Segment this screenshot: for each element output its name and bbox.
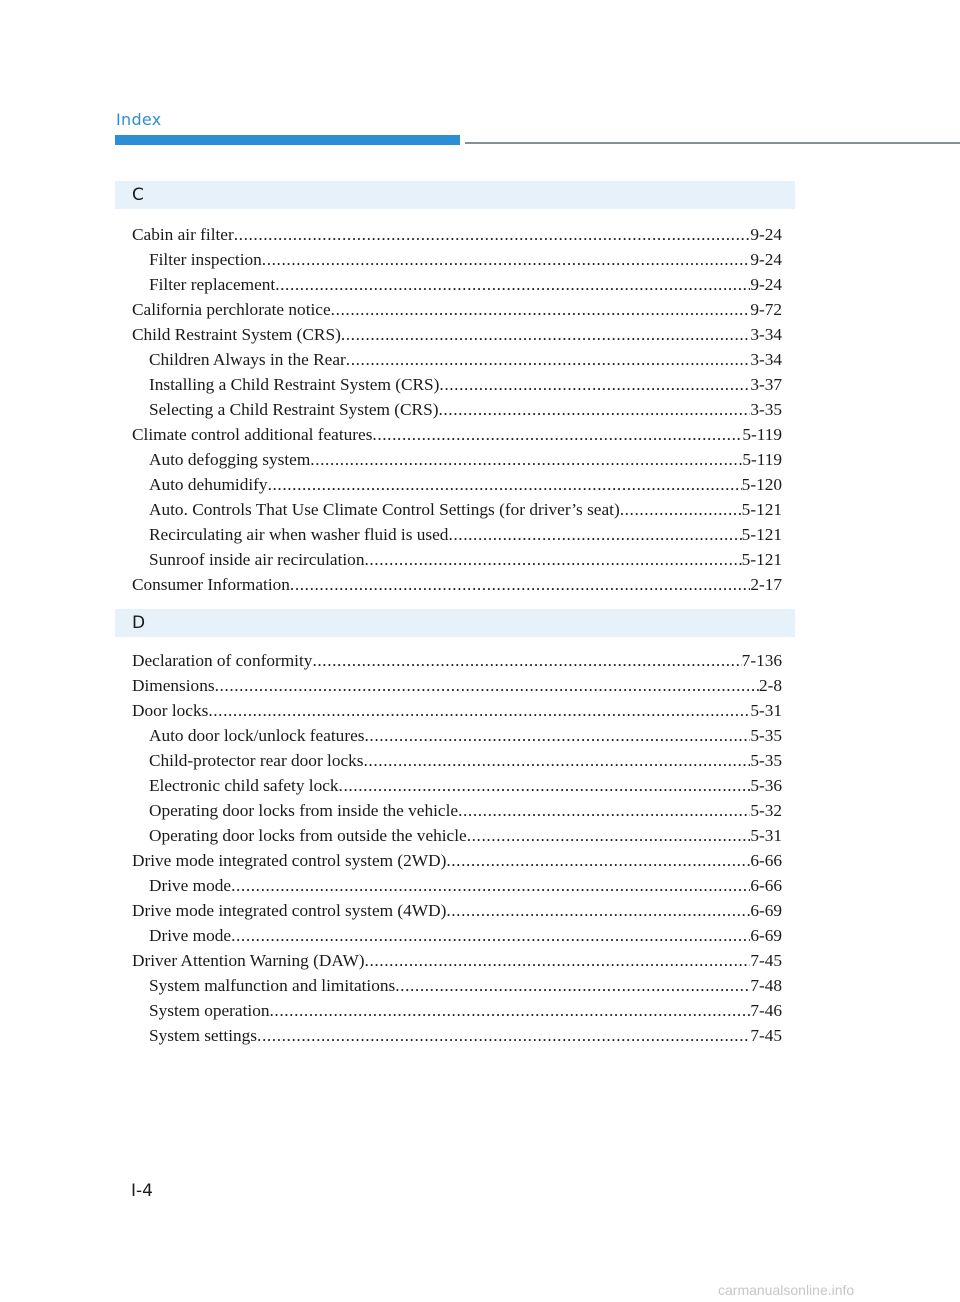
dot-leader bbox=[231, 873, 750, 898]
dot-leader bbox=[458, 798, 750, 823]
dot-leader bbox=[620, 497, 742, 522]
index-entry bbox=[132, 948, 782, 973]
index-entry bbox=[132, 898, 782, 923]
entry-page: 7-45 bbox=[750, 951, 782, 970]
entry-text: Sunroof inside air recirculation bbox=[149, 550, 365, 569]
entry-text: Recirculating air when washer fluid is used bbox=[149, 525, 449, 544]
entry-text: California perchlorate notice bbox=[132, 300, 331, 319]
entry-text: Children Always in the Rear bbox=[149, 350, 346, 369]
entry-page: 3-35 bbox=[750, 400, 782, 419]
entry-text: Operating door locks from inside the vehicle bbox=[149, 801, 459, 820]
entry-text: Selecting a Child Restraint System (CRS) bbox=[149, 400, 439, 419]
dot-leader bbox=[331, 297, 751, 322]
dot-leader bbox=[234, 222, 751, 247]
entry-text: Driver Attention Warning (DAW) bbox=[132, 951, 365, 970]
entry-text: Drive mode integrated control system (4WD) bbox=[132, 901, 447, 920]
entry-page: 7-136 bbox=[741, 651, 782, 670]
dot-leader bbox=[364, 748, 751, 773]
index-entry bbox=[132, 648, 782, 673]
index-entry bbox=[132, 322, 782, 347]
entry-page: 9-72 bbox=[750, 300, 782, 319]
dot-leader bbox=[446, 898, 750, 923]
entry-page: 5-31 bbox=[750, 826, 782, 845]
entry-text: System malfunction and limitations bbox=[149, 976, 396, 995]
entry-text: Dimensions bbox=[132, 676, 215, 695]
entry-page: 3-34 bbox=[750, 350, 782, 369]
entry-text: Declaration of conformity bbox=[132, 651, 313, 670]
entry-text: Drive mode bbox=[149, 876, 232, 895]
dot-leader bbox=[275, 272, 750, 297]
entry-text: Child Restraint System (CRS) bbox=[132, 325, 341, 344]
entry-page: 7-45 bbox=[750, 1026, 782, 1045]
section-header-d bbox=[115, 609, 795, 637]
section-letter: D bbox=[132, 613, 146, 633]
index-entry bbox=[132, 347, 782, 372]
dot-leader bbox=[310, 447, 742, 472]
entry-text: Filter inspection bbox=[149, 250, 262, 269]
entry-page: 5-121 bbox=[741, 525, 782, 544]
index-entry bbox=[132, 798, 782, 823]
entry-text: Consumer Information bbox=[132, 575, 290, 594]
dot-leader bbox=[339, 773, 751, 798]
index-entry bbox=[132, 397, 782, 422]
section-letter: C bbox=[132, 185, 144, 205]
header-accent-bar bbox=[115, 135, 460, 145]
entry-text: Auto door lock/unlock features bbox=[149, 726, 365, 745]
entry-page: 6-69 bbox=[750, 901, 782, 920]
dot-leader bbox=[290, 572, 750, 597]
dot-leader bbox=[262, 247, 751, 272]
index-list-c bbox=[132, 222, 782, 597]
index-list-d bbox=[132, 648, 782, 1048]
entry-text: Electronic child safety lock bbox=[149, 776, 339, 795]
dot-leader bbox=[364, 723, 750, 748]
entry-page: 6-66 bbox=[750, 851, 782, 870]
entry-page: 5-32 bbox=[750, 801, 782, 820]
dot-leader bbox=[372, 422, 742, 447]
entry-page: 5-36 bbox=[750, 776, 782, 795]
dot-leader bbox=[346, 347, 751, 372]
dot-leader bbox=[467, 823, 751, 848]
entry-text: System operation bbox=[149, 1001, 270, 1020]
dot-leader bbox=[257, 1023, 750, 1048]
entry-page: 9-24 bbox=[750, 275, 782, 294]
entry-text: System settings bbox=[149, 1026, 258, 1045]
index-entry bbox=[132, 222, 782, 247]
index-entry bbox=[132, 698, 782, 723]
dot-leader bbox=[395, 973, 750, 998]
index-entry bbox=[132, 472, 782, 497]
index-entry bbox=[132, 272, 782, 297]
dot-leader bbox=[215, 673, 759, 698]
index-entry bbox=[132, 372, 782, 397]
index-entry bbox=[132, 773, 782, 798]
dot-leader bbox=[231, 923, 750, 948]
entry-text: Installing a Child Restraint System (CRS) bbox=[149, 375, 440, 394]
entry-page: 9-24 bbox=[750, 250, 782, 269]
dot-leader bbox=[446, 848, 750, 873]
index-entry bbox=[132, 673, 782, 698]
entry-page: 5-31 bbox=[750, 701, 782, 720]
entry-page: 2-8 bbox=[758, 676, 782, 695]
index-entry bbox=[132, 572, 782, 597]
header-rule bbox=[465, 142, 960, 144]
entry-text: Drive mode integrated control system (2WD) bbox=[132, 851, 447, 870]
index-entry bbox=[132, 823, 782, 848]
dot-leader bbox=[448, 522, 741, 547]
index-entry bbox=[132, 447, 782, 472]
dot-leader bbox=[268, 472, 742, 497]
entry-page: 3-34 bbox=[750, 325, 782, 344]
index-entry bbox=[132, 297, 782, 322]
page-number: I-4 bbox=[131, 1181, 153, 1201]
entry-page: 5-120 bbox=[741, 475, 782, 494]
index-entry bbox=[132, 873, 782, 898]
entry-page: 5-119 bbox=[742, 425, 782, 444]
index-entry bbox=[132, 748, 782, 773]
entry-page: 5-121 bbox=[741, 550, 782, 569]
entry-text: Auto. Controls That Use Climate Control Settings (for driver’s seat) bbox=[149, 500, 620, 519]
index-entry bbox=[132, 1023, 782, 1048]
index-entry bbox=[132, 522, 782, 547]
index-entry bbox=[132, 497, 782, 522]
section-header-c bbox=[115, 181, 795, 209]
entry-text: Cabin air filter bbox=[132, 225, 234, 244]
index-entry bbox=[132, 998, 782, 1023]
entry-text: Operating door locks from outside the vehicle bbox=[149, 826, 467, 845]
entry-text: Filter replacement bbox=[149, 275, 276, 294]
index-entry bbox=[132, 848, 782, 873]
index-entry bbox=[132, 923, 782, 948]
entry-page: 5-35 bbox=[750, 751, 782, 770]
entry-page: 9-24 bbox=[750, 225, 782, 244]
entry-text: Climate control additional features bbox=[132, 425, 373, 444]
entry-text: Door locks bbox=[132, 701, 209, 720]
entry-text: Child-protector rear door locks bbox=[149, 751, 364, 770]
index-entry bbox=[132, 247, 782, 272]
entry-text: Auto dehumidify bbox=[149, 475, 268, 494]
entry-page: 3-37 bbox=[750, 375, 782, 394]
entry-page: 7-46 bbox=[750, 1001, 782, 1020]
entry-text: Drive mode bbox=[149, 926, 232, 945]
index-entry bbox=[132, 547, 782, 572]
dot-leader bbox=[312, 648, 741, 673]
entry-page: 6-66 bbox=[750, 876, 782, 895]
dot-leader bbox=[208, 698, 750, 723]
dot-leader bbox=[439, 372, 750, 397]
header-title: Index bbox=[116, 110, 162, 129]
dot-leader bbox=[269, 998, 750, 1023]
watermark: carmanualsonline.info bbox=[718, 1282, 855, 1298]
entry-text: Auto defogging system bbox=[149, 450, 311, 469]
dot-leader bbox=[341, 322, 750, 347]
entry-page: 2-17 bbox=[750, 575, 782, 594]
index-entry bbox=[132, 973, 782, 998]
dot-leader bbox=[364, 547, 741, 572]
entry-page: 5-121 bbox=[741, 500, 782, 519]
dot-leader bbox=[438, 397, 750, 422]
entry-page: 6-69 bbox=[750, 926, 782, 945]
dot-leader bbox=[365, 948, 751, 973]
index-entry bbox=[132, 422, 782, 447]
entry-page: 5-119 bbox=[742, 450, 782, 469]
entry-page: 7-48 bbox=[750, 976, 782, 995]
entry-page: 5-35 bbox=[750, 726, 782, 745]
index-entry bbox=[132, 723, 782, 748]
